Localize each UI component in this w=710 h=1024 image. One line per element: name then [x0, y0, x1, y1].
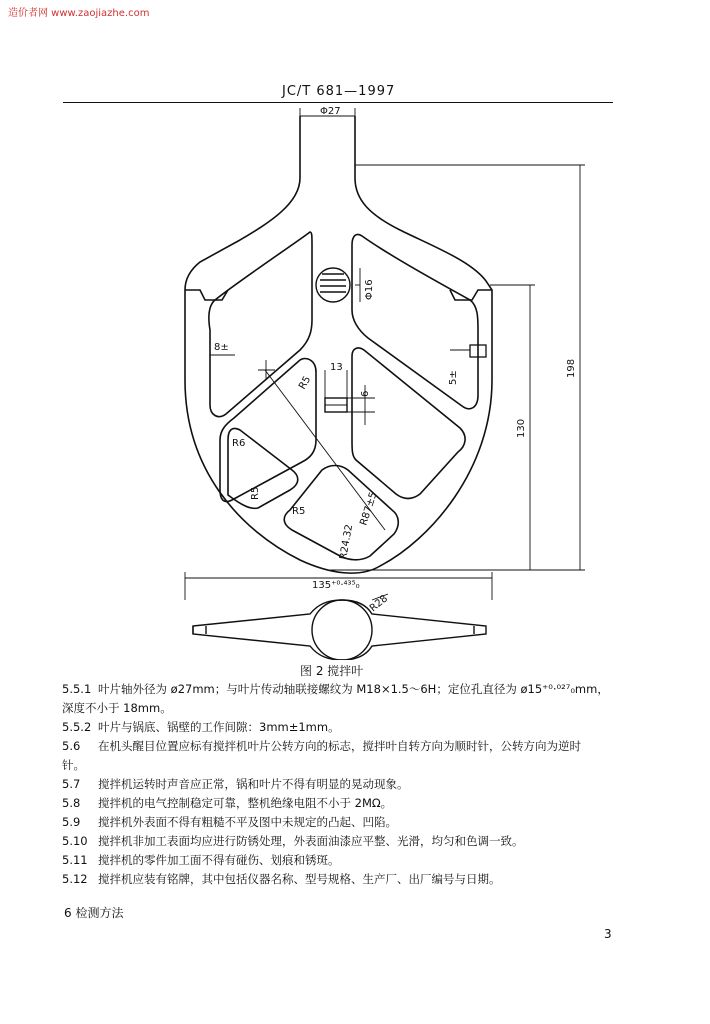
- hub: [316, 268, 350, 302]
- clause-5-5-2: 5.5.2 叶片与锅底、锅壁的工作间隙：3mm±1mm。: [62, 720, 340, 734]
- page-number: 3: [604, 927, 612, 941]
- clause-5-11: 5.11 搅拌机的零件加工面不得有碰伤、划痕和锈斑。: [62, 853, 340, 867]
- dim-r28: R28: [367, 593, 391, 615]
- clause-5-12: 5.12 搅拌机应装有铭牌，其中包括仪器名称、型号规格、生产厂、出厂编号与日期。: [62, 872, 501, 886]
- dim-h13: 13: [330, 362, 343, 373]
- clause-5-5-1: 5.5.1 叶片轴外径为 ø27mm；与叶片传动轴联接螺纹为 M18×1.5～6H；定位孔直径为 ø15⁺⁰·⁰²⁷₀mm，: [62, 682, 609, 696]
- dim-r24: R24.32: [338, 523, 356, 561]
- dim-h198: 198: [566, 358, 577, 378]
- clause-5-10: 5.10 搅拌机非加工表面均应进行防锈处理，外表面油漆应平整、光滑，均匀和色调一致。: [62, 834, 524, 848]
- section-heading: 6 检测方法: [64, 906, 124, 920]
- dim-w5: 5±: [448, 370, 459, 385]
- window-upper-left: [209, 232, 312, 417]
- dim-d16: Φ16: [364, 279, 375, 300]
- clause-5-9: 5.9 搅拌机外表面不得有粗糙不平及图中未规定的凸起、凹陷。: [62, 815, 397, 829]
- dim-d27: Φ27: [320, 106, 341, 117]
- site-watermark: 造价者网 www.zaojiazhe.com: [8, 8, 150, 19]
- dim-r5c: R5: [292, 506, 306, 517]
- clause-list: [62, 680, 632, 889]
- window-upper-right: [352, 234, 478, 408]
- figure-caption: 图 2 搅拌叶: [300, 664, 364, 678]
- blade-outline: [185, 116, 492, 573]
- dim-h6: 6: [360, 390, 371, 397]
- clause-5-7: 5.7 搅拌机运转时声音应正常，锅和叶片不得有明显的晃动现象。: [62, 777, 409, 791]
- blade-side-view: [193, 594, 486, 660]
- dim-h130: 130: [516, 418, 527, 438]
- clause-5-6: 5.6 在机头醒目位置应标有搅拌机叶片公转方向的标志，搅拌叶自转方向为顺时针，公转方向为逆时: [62, 739, 581, 753]
- dim-r5a: R5: [297, 374, 314, 392]
- dim-r5b: R5: [250, 486, 261, 500]
- clause-5-5-1-cont: 深度不小于 18mm。: [62, 701, 172, 715]
- standard-number: JC/T 681—1997: [282, 84, 396, 99]
- dim-w135: 135⁺⁰·⁴³⁵₀: [312, 580, 360, 591]
- dim-w8: 8±: [214, 342, 229, 353]
- clause-5-8: 5.8 搅拌机的电气控制稳定可靠，整机绝缘电阻不小于 2MΩ。: [62, 796, 393, 810]
- clause-5-6-cont: 针。: [62, 758, 85, 772]
- dim-r87: R87±5: [358, 490, 380, 527]
- dim-r6: R6: [232, 438, 246, 449]
